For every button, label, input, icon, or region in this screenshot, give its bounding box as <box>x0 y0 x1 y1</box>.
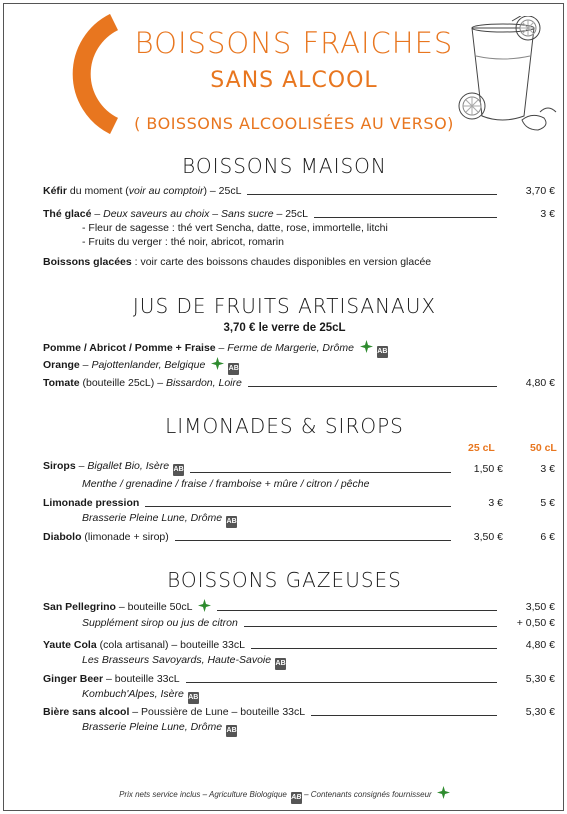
menu-item-tomate: Tomate (bouteille 25cL) – Bissardon, Loire 4,80 € <box>43 377 555 389</box>
leader-line <box>314 217 497 218</box>
leader-line <box>217 610 497 611</box>
the-option-2: - Fruits du verger : thé noir, abricot, romarin <box>82 236 284 248</box>
leader-line <box>145 506 451 507</box>
menu-item-limonade-pression: Limonade pression 3 € 5 € <box>43 497 555 509</box>
section-title-jus: JUS DE FRUITS ARTISANAUX <box>132 294 437 318</box>
ab-badge-icon: AB <box>226 516 237 528</box>
price-25cl: 1,50 € <box>473 463 503 475</box>
price: 5,30 € <box>525 706 555 718</box>
sirops-flavors: Menthe / grenadine / fraise / framboise + mûre / citron / pêche <box>82 478 370 490</box>
ab-badge-icon: AB <box>228 363 239 375</box>
price: 5,30 € <box>525 673 555 685</box>
menu-item-ginger-beer: Ginger Beer – bouteille 33cL 5,30 € <box>43 673 555 685</box>
glass-lemon-illustration <box>452 16 560 136</box>
the-option-1: - Fleur de sagesse : thé vert Sencha, datte, rose, immortelle, litchi <box>82 222 388 234</box>
price: + 0,50 € <box>516 617 555 629</box>
menu-item-biere-sans-alcool: Bière sans alcool – Poussière de Lune – bouteille 33cL 5,30 € <box>43 706 555 718</box>
menu-item-kefir: Kéfir du moment (voir au comptoir) – 25cL 3,70 € <box>43 185 555 197</box>
price-50cl: 3 € <box>540 463 555 475</box>
menu-item-diabolo: Diabolo (limonade + sirop) 3,50 € 6 € <box>43 531 555 543</box>
menu-item-sirops: Sirops – Bigallet Bio, Isère AB 1,50 € 3 € <box>43 460 555 475</box>
leader-line <box>244 626 497 627</box>
ginger-origin: Kombuch'Alpes, Isère AB <box>82 687 199 704</box>
page-title: BOISSONS FRAICHES <box>134 26 454 60</box>
ab-badge-icon: AB <box>377 346 388 358</box>
price-50cl: 5 € <box>540 497 555 509</box>
page-note: ( BOISSONS ALCOOLISÉES AU VERSO) <box>134 114 454 133</box>
section-title-limonades: LIMONADES & SIROPS <box>165 414 404 438</box>
ab-badge-icon: AB <box>275 658 286 670</box>
price: 4,80 € <box>525 639 555 651</box>
leader-line <box>186 682 497 683</box>
price: 3 € <box>540 208 555 220</box>
consigne-leaf-icon <box>211 357 224 370</box>
section-title-gazeuses: BOISSONS GAZEUSES <box>167 568 402 592</box>
yaute-origin: Les Brasseurs Savoyards, Haute-Savoie AB <box>82 653 286 670</box>
leader-line <box>248 386 497 387</box>
col-head-25cl: 25 cL <box>468 442 495 454</box>
consigne-leaf-icon <box>437 786 450 799</box>
ab-badge-icon: AB <box>226 725 237 737</box>
menu-item-pomme: Pomme / Abricot / Pomme + Fraise – Ferme de Margerie, Drôme AB <box>43 340 388 358</box>
leader-line <box>311 715 497 716</box>
price-25cl: 3 € <box>488 497 503 509</box>
price: 4,80 € <box>525 377 555 389</box>
price: 3,70 € <box>525 185 555 197</box>
consigne-leaf-icon <box>198 599 211 612</box>
jus-price-line: 3,70 € le verre de 25cL <box>223 322 346 334</box>
price-25cl: 3,50 € <box>473 531 503 543</box>
biere-origin: Brasserie Pleine Lune, Drôme AB <box>82 720 237 737</box>
price: 3,50 € <box>525 601 555 613</box>
page-subtitle: SANS ALCOOL <box>210 68 378 93</box>
menu-item-supplement: Supplément sirop ou jus de citron + 0,50 € <box>82 617 555 629</box>
menu-item-the-glace: Thé glacé – Deux saveurs au choix – Sans sucre – 25cL 3 € <box>43 208 555 220</box>
pression-origin: Brasserie Pleine Lune, Drôme AB <box>82 511 237 528</box>
leader-line <box>175 540 451 541</box>
menu-item-orange: Orange – Pajottenlander, Belgique AB <box>43 357 239 375</box>
leader-line <box>190 472 451 473</box>
menu-item-san-pellegrino: San Pellegrino – bouteille 50cL 3,50 € <box>43 601 555 613</box>
ab-badge-icon: AB <box>173 464 184 476</box>
footer-legend: Prix nets service inclus – Agriculture Biologique AB – Contenants consignés fournisseur <box>4 786 565 804</box>
menu-item-yaute-cola: Yaute Cola (cola artisanal) – bouteille 33cL 4,80 € <box>43 639 555 651</box>
leader-line <box>247 194 497 195</box>
price-50cl: 6 € <box>540 531 555 543</box>
ab-badge-icon: AB <box>291 792 302 804</box>
ab-badge-icon: AB <box>188 692 199 704</box>
menu-item-boissons-glacees: Boissons glacées : voir carte des boissons chaudes disponibles en version glacée <box>43 256 432 268</box>
leader-line <box>251 648 497 649</box>
section-title-maison: BOISSONS MAISON <box>182 154 387 178</box>
consigne-leaf-icon <box>360 340 373 353</box>
menu-page <box>3 3 564 811</box>
col-head-50cl: 50 cL <box>530 442 557 454</box>
